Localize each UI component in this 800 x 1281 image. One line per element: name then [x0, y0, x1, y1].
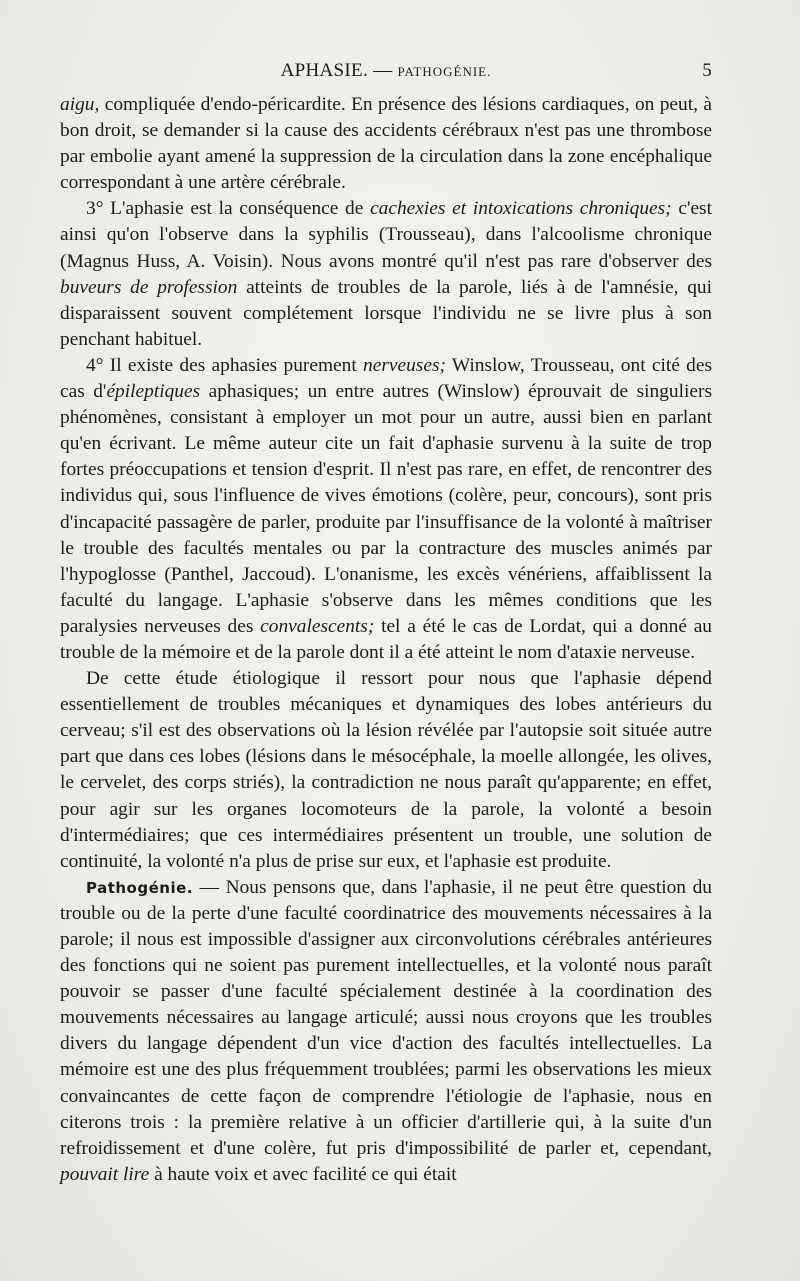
paragraph-nerveuses: [60, 353, 712, 666]
body-text: [60, 92, 712, 1188]
paragraph-text: 4° Il existe des aphasies purement: [86, 354, 364, 376]
running-header: [60, 60, 712, 90]
paragraph-pathogenie: [60, 875, 712, 1188]
italic-term: aigu,: [60, 94, 100, 115]
paragraph-cachexies: [60, 196, 712, 353]
paragraph-conclusion: [60, 666, 712, 875]
italic-term: épileptiques: [106, 381, 201, 403]
section-heading: Pathogénie.: [86, 878, 193, 897]
header-dash: —: [373, 60, 393, 81]
italic-term: buveurs de profession: [60, 276, 238, 298]
paragraph-text: à haute voix et avec facilité ce qui était: [149, 1163, 457, 1185]
header-section: PATHOGÉNIE.: [397, 64, 492, 79]
paragraph-text: c'est ainsi qu'on l'observe dans la syphilis (Trousseau), dans l'alcoolisme chronique (Magnus Huss, A. Voisin). Nous avons montré qu'il n'est pas rare d'observer des: [60, 198, 712, 272]
italic-term: cachexies et intoxications chroniques;: [370, 198, 672, 220]
paragraph-text: De cette étude étiologique il ressort pour nous que l'aphasie dépend essentiellement de troubles mécaniques et dynamiques des lobes antérieurs du cerveau; s'il est des observations où la lésion révélée par l'autopsie soit située autre part que dans ces lobes (lésions dans le mésocéphale, la moelle allongée, les olives, le cervelet, des corps striés), la contradiction ne nous paraît qu'apparente; en effet, pour agir sur les organes locomoteurs de la parole, la volonté a besoin d'intermédiaires; que ces intermédiaires présentent un trouble, une solution de continuité, la volonté n'a plus de prise sur eux, et l'aphasie est produite.: [60, 668, 712, 872]
paragraph-text: compliquée d'endo-péricardite. En présence des lésions cardiaques, on peut, à bon droit, se demander si la cause des accidents cérébraux n'est pas une thrombose par embolie ayant amené la suppression de la circulation dans la zone encéphalique correspondant à une artère cérébrale.: [60, 94, 712, 194]
italic-term: nerveuses;: [363, 354, 446, 376]
paragraph-text: aphasiques; un entre autres (Winslow) éprouvait de singuliers phénomènes, consistant à employer un mot pour un autre, aussi bien en parlant qu'en écrivant. Le même auteur cite un fait d'aphasie survenu à la suite de trop fortes préoccupations et tension d'esprit. Il n'est pas rare, en effet, de rencontrer des individus qui, sous l'influence de vives émotions (colère, peur, concours), sont pris d'incapacité passagère de parler, produite par l'insuffisance de la volonté à maîtriser le trouble des facultés mentales ou par la contracture des muscles animés par l'hypoglosse (Panthel, Jaccoud). L'onanisme, les excès vénériens, affaiblissent la faculté du langage. L'aphasie s'observe dans les mêmes conditions que les paralysies nerveuses des: [60, 381, 713, 637]
paragraph-text: tel a été le cas de Lordat, qui a donné au trouble de la mémoire et de la parole dont il a été atteint le nom d'ataxie nerveuse.: [60, 615, 713, 663]
header-title: [60, 60, 712, 82]
page-number: 5: [702, 60, 712, 81]
header-chapter: APHASIE.: [280, 60, 368, 81]
paragraph-text: 3° L'aphasie est la conséquence de: [86, 198, 371, 220]
italic-term: pouvait lire: [60, 1163, 150, 1185]
paragraph-text: — Nous pensons que, dans l'aphasie, il ne peut être question du trouble ou de la perte d'une faculté coordinatrice des mouvements nécessaires à la parole; il nous est impossible d'assigner aux circonvolutions cérébrales antérieures des fonctions qui ne soient pas purement intellectuelles, et la volonté nous paraît pouvoir se passer d'une faculté spécialement destinée à la coordination des mouvements nécessaires au langage articulé; aussi nous croyons que les troubles divers du langage dépendent d'un vice d'action des facultés intellectuelles. La mémoire est une des plus fréquemment troublées; parmi les observations les mieux convaincantes de cette façon de comprendre l'étiologie de l'aphasie, nous en citerons trois : la première relative à un officier d'artillerie qui, à la suite d'un refroidissement et d'une colère, fut pris d'impossibilité de parler et, cependant,: [60, 876, 712, 1159]
italic-term: convalescents;: [260, 615, 375, 637]
paragraph-text: Winslow, Trousseau, ont cité des cas d': [60, 354, 712, 403]
paragraph-text: atteints de troubles de la parole, liés à de l'amnésie, qui disparaissent souvent complétement lorsque l'individu ne se livre plus à son penchant habituel.: [60, 276, 712, 350]
paragraph-cardiac: [60, 92, 712, 196]
